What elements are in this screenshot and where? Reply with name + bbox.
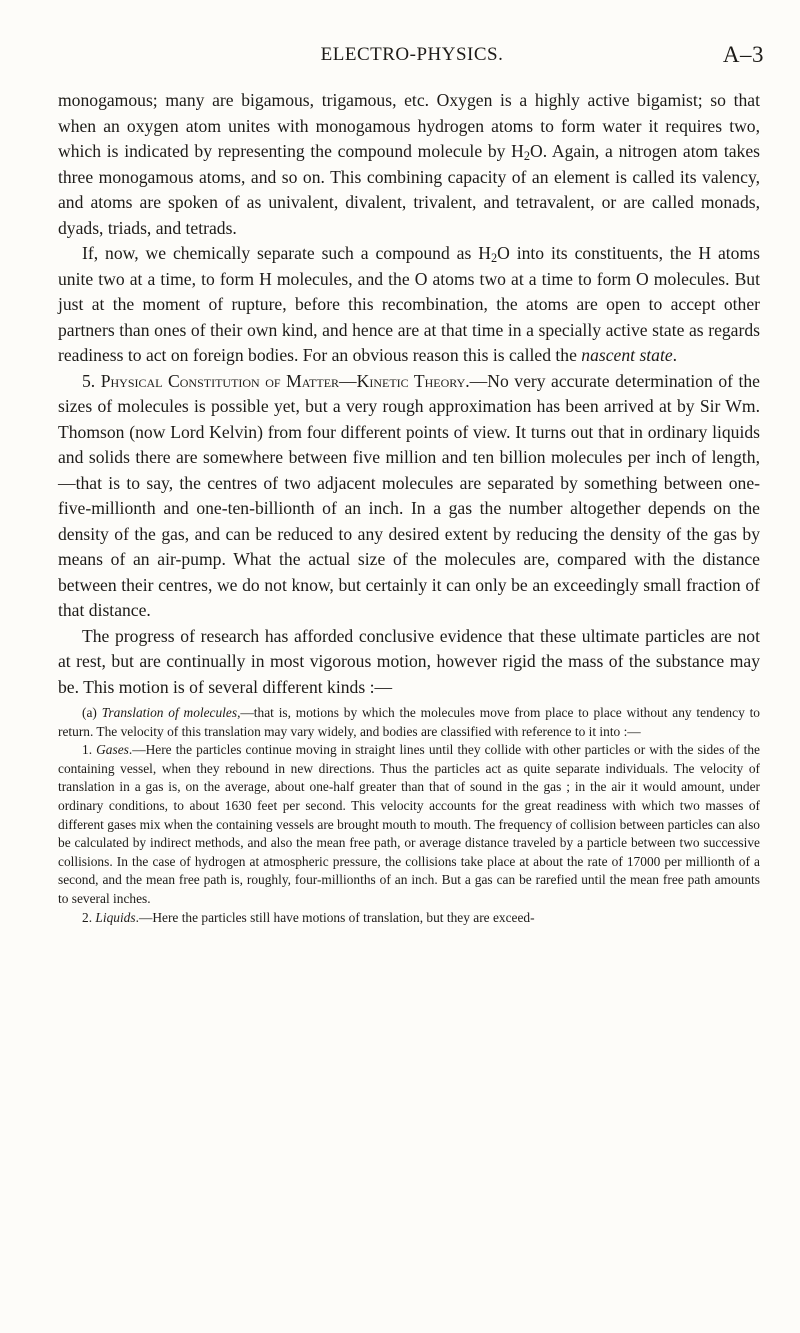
section-number: 5. [82,370,96,391]
footnote-liquids: 2. Liquids.—Here the particles still have motions of translation, but they are exceed- [82,909,535,925]
running-head: ELECTRO-PHYSICS. [320,44,504,65]
footnote-translation: (a) Translation of molecules,—that is, motions by which the molecules move from place to place without any tendency to return. The velocity of this translation may vary widely, and bodies are classified with reference to it into :— [58,705,760,739]
body-text [58,88,760,927]
term-nascent-state: nascent state [581,345,673,365]
section-5-kinetic-theory: 5. Physical Constitution of Matter—Kinetic Theory.—No very accurate determination of the sizes of molecules is possible yet, but a very rough approximation has been arrived at by Sir Wm. Thomson (now Lord Kelvin) from four different points of view. It turns out that in ordinary liquids and solids there are somewhere between five million and ten billion molecules per inch of length,—that is to say, the centres of two adjacent molecules are separated by something between one-five-millionth and one-ten-billionth of an inch. In a gas the number altogether depends on the density of the gas, and can be reduced to any desired extent by reducing the density of the gas by means of an air-pump. What the actual size of the molecules are, compared with the distance between their centres, we do not know, but certainly it can only be an exceedingly small fraction of that distance. [58,370,760,620]
page-number: A–3 [722,42,764,67]
paragraph-molecular-motion: The progress of research has afforded conclusive evidence that these ultimate particles are not at rest, but are continually in most vigorous motion, however rigid the mass of the substance may be. This motion is of several different kinds :— [58,625,760,697]
paragraph-valency: monogamous; many are bigamous, trigamous, etc. Oxygen is a highly active bigamist; so that when an oxygen atom unites with monogamous hydrogen atoms to form water it requires two, which is indicated by representing the compound molecule by $H_2O$. Again, a nitrogen atom takes three monogamous atoms, and so on. This combining capacity of an element is called its valency, and atoms are spoken of as univalent, divalent, trivalent, and tetravalent, or are called monads, dyads, triads, and tetrads. [58,90,760,238]
footnote-block [58,704,760,927]
paragraph-nascent-state: If, now, we chemically separate such a compound as $H_2O$ into its constituents, the H atoms unite two at a time, to form H molecules, and the O atoms two at a time to form O molecules. But just at the moment of rupture, before this recombination, the atoms are open to accept other partners than ones of their own kind, and hence are at that time in a specially active state as regards readiness to act on foreign bodies. For an obvious reason this is called the nascent state. [58,243,760,365]
footnote-gases: 1. Gases.—Here the particles continue moving in straight lines until they collide with other particles or with the sides of the containing vessel, when they rebound in new directions. Thus the particles act as quite separate individuals. The velocity of translation in a gas is, on the average, about one-half greater than that of sound in the gas ; in the air it would amount, under ordinary conditions, to about 1630 feet per second. This velocity accounts for the great readiness with which two masses of different gases mix when the containing vessels are brought mouth to mouth. The frequency of collision between particles can also be calculated by indirect methods, and also the mean free path, or average distance traveled by a particle between two successive collisions. In the case of hydrogen at atmospheric pressure, the collisions take place at about the rate of 17000 per millionth of a second, and the mean free path is, roughly, four-millionths of an inch. But a gas can be rarefied until the mean free path amounts to several inches. [58,742,760,906]
section-heading: Physical Constitution of Matter—Kinetic Theory. [100,370,470,391]
page-header [60,44,764,74]
